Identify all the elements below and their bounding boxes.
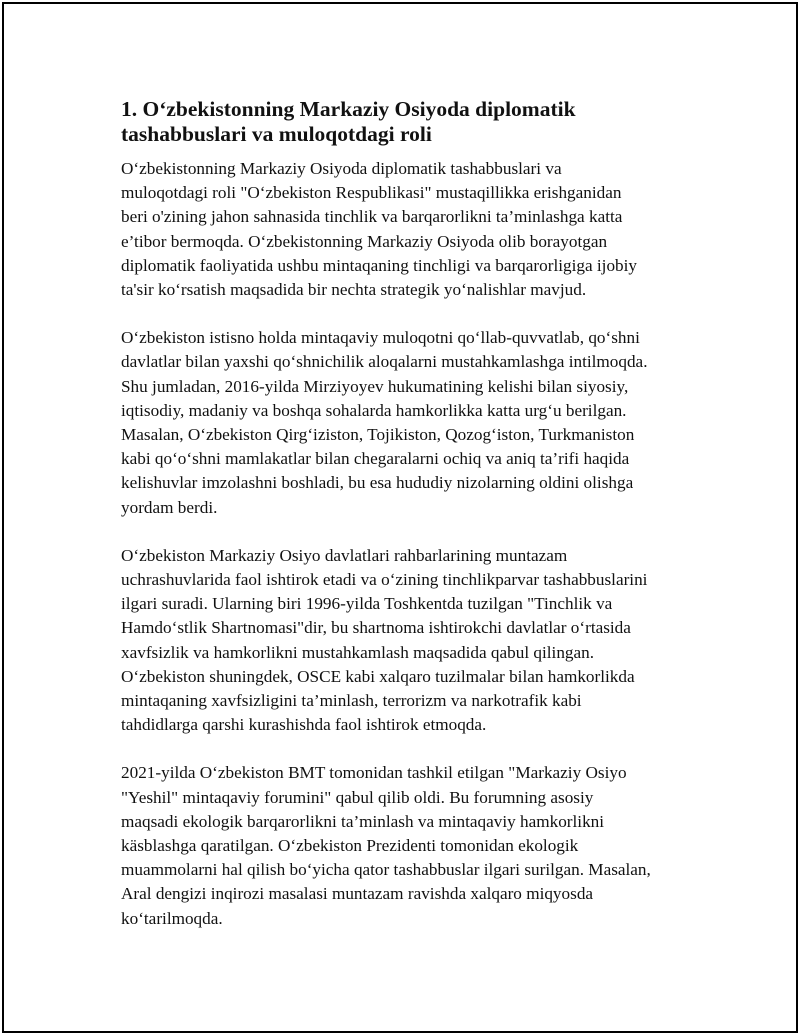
text-line: ilgari suradi. Ularning biri 1996-yilda Toshkentda tuzilgan "Tinchlik va xyxy=(121,594,613,614)
body-text xyxy=(121,157,701,931)
text-line: mintaqaning xavfsizligini ta’minlash, terrorizm va narkotrafik kabi xyxy=(121,691,582,711)
text-line: Masalan, O‘zbekiston Qirg‘iziston, Tojikiston, Qozog‘iston, Turkmaniston xyxy=(121,425,635,445)
text-line: davlatlar bilan yaxshi qo‘shnichilik aloqalarni mustahkamlashga intilmoqda. xyxy=(121,352,648,372)
text-line: xavfsizlik va hamkorlikni mustahkamlash maqsadida qabul qilingan. xyxy=(121,642,595,662)
document-page xyxy=(2,2,798,1033)
paragraph-1 xyxy=(121,157,701,302)
text-line: maqsadi ekologik barqarorlikni ta’minlash va mintaqaviy hamkorlikni xyxy=(121,811,605,831)
paragraph-3 xyxy=(121,544,701,738)
text-line: e’tibor bermoqda. O‘zbekistonning Markaziy Osiyoda olib borayotgan xyxy=(121,231,608,251)
text-line: O‘zbekiston shuningdek, OSCE kabi xalqaro tuzilmalar bilan hamkorlikda xyxy=(121,666,635,686)
text-line: 2021-yilda O‘zbekiston BMT tomonidan tashkil etilgan "Markaziy Osiyo xyxy=(121,763,627,783)
text-line: muammolarni hal qilish bo‘yicha qator tashabbuslar ilgari surilgan. Masalan, xyxy=(121,860,651,880)
text-line: Shu jumladan, 2016-yilda Mirziyoyev hukumatining kelishi bilan siyosiy, xyxy=(121,376,629,396)
text-line: Aral dengizi inqirozi masalasi muntazam ravishda xalqaro miqyosda xyxy=(121,884,594,904)
section-title xyxy=(121,97,701,147)
text-line: O‘zbekistonning Markaziy Osiyoda diplomatik tashabbuslari va xyxy=(121,159,562,178)
text-line: uchrashuvlarida faol ishtirok etadi va o‘zining tinchlikparvar tashabbuslarini xyxy=(121,570,648,590)
text-line: ko‘tarilmoqda. xyxy=(121,908,223,928)
text-line: kabi qo‘o‘shni mamlakatlar bilan chegaralarni ochiq va aniq ta’rifi haqida xyxy=(121,449,630,469)
text-line: tahdidlarga qarshi kurashishda faol ishtirok etmoqda. xyxy=(121,715,487,735)
text-line: Hamdo‘stlik Shartnomasi"dir, bu shartnoma ishtirokchi davlatlar o‘rtasida xyxy=(121,618,631,638)
section-title-line: 1. O‘zbekistonning Markaziy Osiyoda diplomatik xyxy=(121,97,576,121)
text-line: O‘zbekiston Markaziy Osiyo davlatlari rahbarlarining muntazam xyxy=(121,545,568,565)
text-line: ta'sir ko‘rsatish maqsadida bir nechta strategik yo‘nalishlar mavjud. xyxy=(121,280,587,300)
text-line: diplomatik faoliyatida ushbu mintaqaning tinchligi va barqarorligiga ijobiy xyxy=(121,255,637,275)
text-line: kelishuvlar imzolashni boshladi, bu esa hududiy nizolarning oldini olishga xyxy=(121,473,634,493)
text-line: beri o'zining jahon sahnasida tinchlik va barqarorlikni ta’minlashga katta xyxy=(121,207,623,227)
section-title-line: tashabbuslari va muloqotdagi roli xyxy=(121,122,432,146)
text-line: O‘zbekiston istisno holda mintaqaviy muloqotni qo‘llab-quvvatlab, qo‘shni xyxy=(121,328,640,348)
paragraph-2 xyxy=(121,326,701,520)
text-line: käsblashga qaratilgan. O‘zbekiston Prezidenti tomonidan ekologik xyxy=(121,836,579,856)
text-line: iqtisodiy, madaniy va boshqa sohalarda hamkorlikka katta urg‘u berilgan. xyxy=(121,400,627,420)
text-line: yordam berdi. xyxy=(121,497,218,517)
paragraph-4 xyxy=(121,761,701,930)
document-content xyxy=(121,97,701,955)
text-line: "Yeshil" mintaqaviy forumini" qabul qilib oldi. Bu forumning asosiy xyxy=(121,787,594,807)
text-line: muloqotdagi roli "O‘zbekiston Respublikasi" mustaqillikka erishganidan xyxy=(121,183,622,203)
